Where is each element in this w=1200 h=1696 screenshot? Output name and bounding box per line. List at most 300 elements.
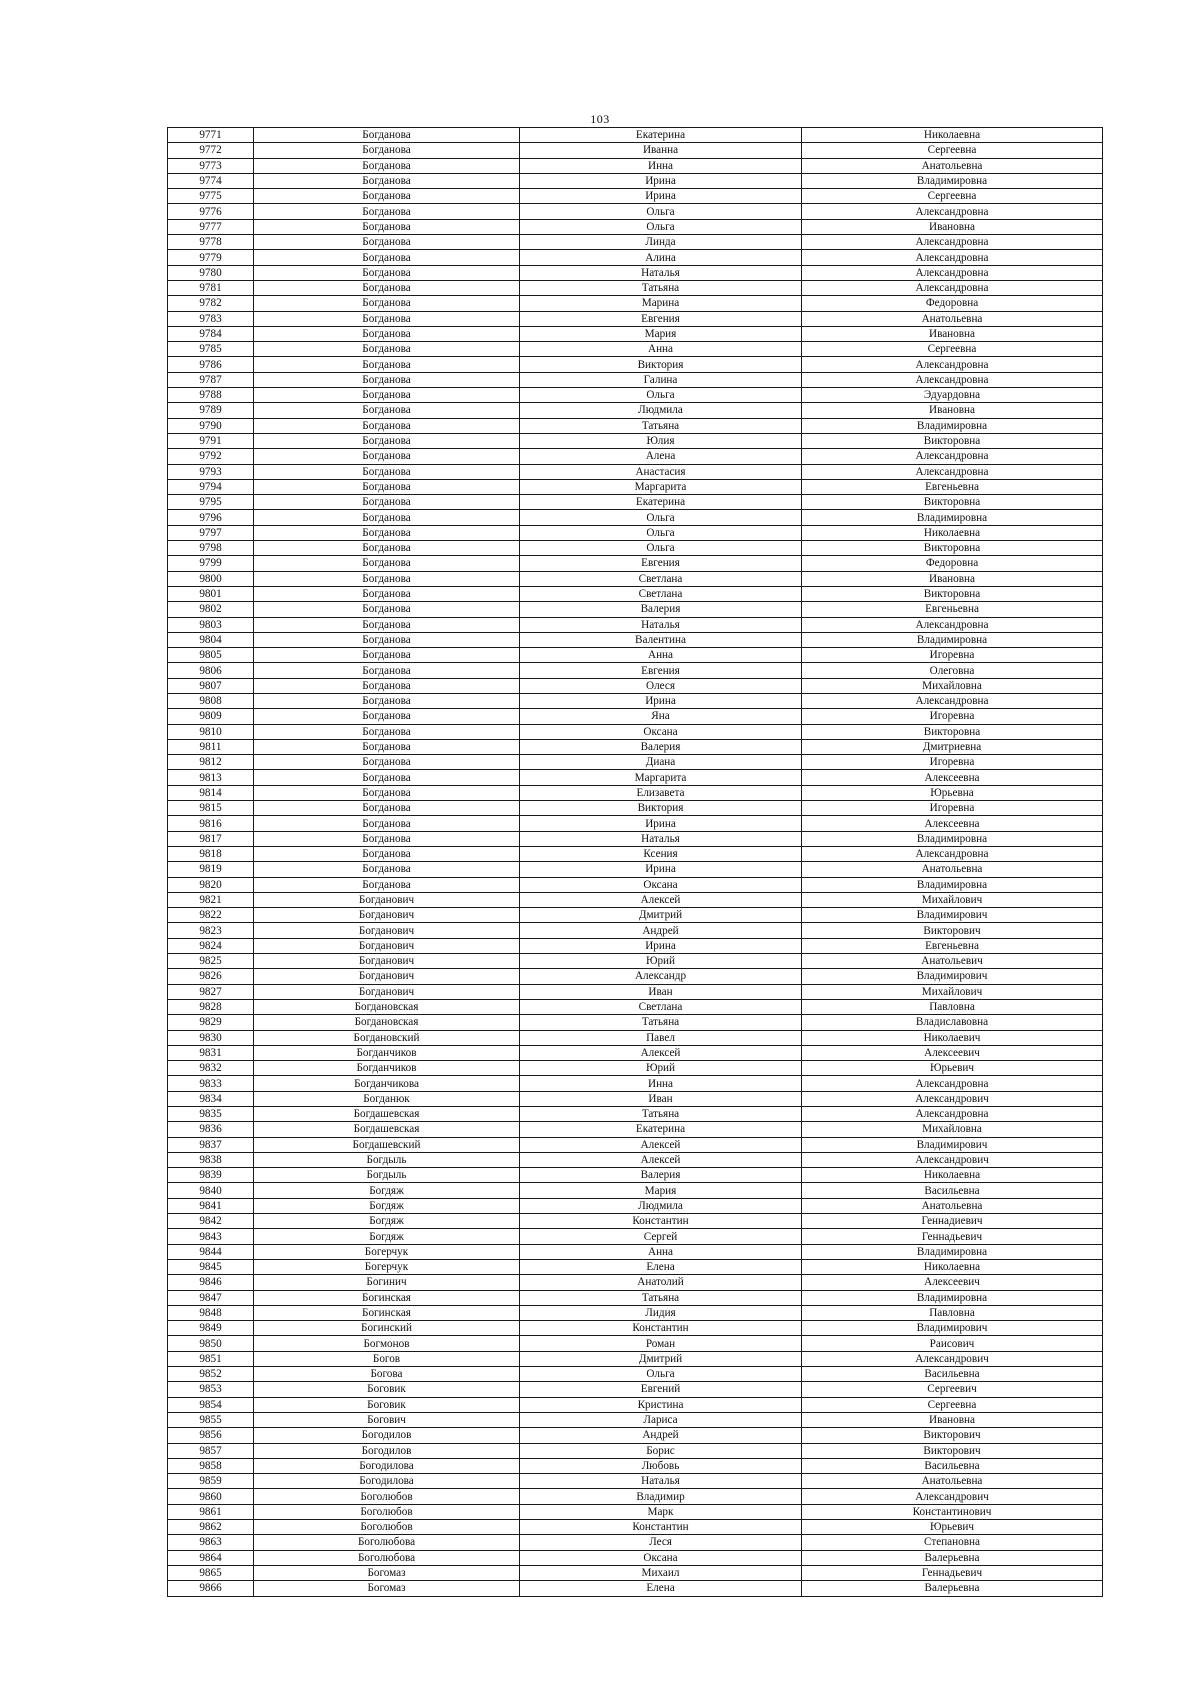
last-name-cell: Богданова [254,250,520,265]
table-row [168,265,1103,280]
last-name-cell: Богданова [254,801,520,816]
table-row [168,326,1103,341]
record-number-cell: 9855 [168,1412,254,1427]
first-name-cell: Наталья [520,1474,802,1489]
record-number-cell: 9811 [168,739,254,754]
record-number-cell: 9792 [168,449,254,464]
patronymic-cell: Дмитриевна [802,739,1103,754]
last-name-cell: Богданова [254,235,520,250]
record-number-cell: 9844 [168,1244,254,1259]
last-name-cell: Богданова [254,357,520,372]
last-name-cell: Боголюбова [254,1535,520,1550]
last-name-cell: Богданова [254,770,520,785]
record-number-cell: 9852 [168,1367,254,1382]
patronymic-cell: Константинович [802,1504,1103,1519]
patronymic-cell: Игоревна [802,755,1103,770]
patronymic-cell: Владимировна [802,418,1103,433]
table-row [168,1412,1103,1427]
register-body [168,128,1103,1597]
first-name-cell: Оксана [520,877,802,892]
first-name-cell: Роман [520,1336,802,1351]
last-name-cell: Богданова [254,617,520,632]
last-name-cell: Богданова [254,739,520,754]
patronymic-cell: Игоревна [802,801,1103,816]
table-row [168,648,1103,663]
patronymic-cell: Александровна [802,265,1103,280]
table-row [168,1122,1103,1137]
patronymic-cell: Валерьевна [802,1581,1103,1596]
table-row [168,984,1103,999]
table-row [168,219,1103,234]
table-row [168,250,1103,265]
last-name-cell: Богова [254,1367,520,1382]
record-number-cell: 9803 [168,617,254,632]
record-number-cell: 9823 [168,923,254,938]
first-name-cell: Ирина [520,816,802,831]
table-row [168,189,1103,204]
record-number-cell: 9831 [168,1045,254,1060]
record-number-cell: 9786 [168,357,254,372]
patronymic-cell: Сергеевна [802,342,1103,357]
record-number-cell: 9829 [168,1015,254,1030]
patronymic-cell: Александрович [802,1152,1103,1167]
record-number-cell: 9851 [168,1351,254,1366]
last-name-cell: Богданова [254,648,520,663]
record-number-cell: 9824 [168,938,254,953]
record-number-cell: 9798 [168,541,254,556]
first-name-cell: Ирина [520,189,802,204]
first-name-cell: Людмила [520,403,802,418]
patronymic-cell: Геннадиевич [802,1214,1103,1229]
patronymic-cell: Александровна [802,449,1103,464]
record-number-cell: 9797 [168,525,254,540]
patronymic-cell: Эдуардовна [802,388,1103,403]
last-name-cell: Богомаз [254,1581,520,1596]
last-name-cell: Боголюбов [254,1520,520,1535]
record-number-cell: 9833 [168,1076,254,1091]
table-row [168,1290,1103,1305]
last-name-cell: Богданова [254,403,520,418]
record-number-cell: 9780 [168,265,254,280]
last-name-cell: Богерчук [254,1259,520,1274]
record-number-cell: 9863 [168,1535,254,1550]
record-number-cell: 9804 [168,632,254,647]
table-row [168,296,1103,311]
record-number-cell: 9841 [168,1198,254,1213]
patronymic-cell: Валерьевна [802,1550,1103,1565]
patronymic-cell: Евгеньевна [802,602,1103,617]
patronymic-cell: Владимировна [802,877,1103,892]
first-name-cell: Валерия [520,602,802,617]
record-number-cell: 9848 [168,1305,254,1320]
table-row [168,908,1103,923]
patronymic-cell: Николаевна [802,1259,1103,1274]
last-name-cell: Богданович [254,938,520,953]
patronymic-cell: Владимировна [802,1244,1103,1259]
table-row [168,1336,1103,1351]
last-name-cell: Богданова [254,128,520,143]
record-number-cell: 9843 [168,1229,254,1244]
first-name-cell: Лариса [520,1412,802,1427]
first-name-cell: Алексей [520,1152,802,1167]
first-name-cell: Борис [520,1443,802,1458]
last-name-cell: Боговик [254,1382,520,1397]
last-name-cell: Боголюбов [254,1489,520,1504]
first-name-cell: Оксана [520,724,802,739]
first-name-cell: Ольга [520,541,802,556]
patronymic-cell: Владиславовна [802,1015,1103,1030]
last-name-cell: Богданова [254,541,520,556]
first-name-cell: Татьяна [520,280,802,295]
table-row [168,449,1103,464]
first-name-cell: Елена [520,1581,802,1596]
last-name-cell: Богданович [254,923,520,938]
patronymic-cell: Ивановна [802,326,1103,341]
table-row [168,388,1103,403]
record-number-cell: 9789 [168,403,254,418]
patronymic-cell: Владимирович [802,1137,1103,1152]
last-name-cell: Богданова [254,204,520,219]
record-number-cell: 9774 [168,173,254,188]
table-row [168,755,1103,770]
patronymic-cell: Раисович [802,1336,1103,1351]
first-name-cell: Любовь [520,1458,802,1473]
last-name-cell: Богмонов [254,1336,520,1351]
table-row [168,1458,1103,1473]
patronymic-cell: Михайловна [802,1122,1103,1137]
first-name-cell: Дмитрий [520,1351,802,1366]
patronymic-cell: Владимировна [802,1290,1103,1305]
first-name-cell: Валерия [520,1168,802,1183]
table-row [168,464,1103,479]
page-number: 103 [590,112,610,126]
patronymic-cell: Александровна [802,235,1103,250]
table-row [168,280,1103,295]
table-row [168,479,1103,494]
record-number-cell: 9856 [168,1428,254,1443]
record-number-cell: 9793 [168,464,254,479]
table-row [168,433,1103,448]
patronymic-cell: Юрьевна [802,785,1103,800]
record-number-cell: 9846 [168,1275,254,1290]
patronymic-cell: Юрьевич [802,1520,1103,1535]
record-number-cell: 9835 [168,1107,254,1122]
last-name-cell: Богданова [254,663,520,678]
table-row [168,1030,1103,1045]
table-row [168,204,1103,219]
patronymic-cell: Федоровна [802,556,1103,571]
patronymic-cell: Владимирович [802,1321,1103,1336]
table-row [168,571,1103,586]
first-name-cell: Юлия [520,433,802,448]
first-name-cell: Екатерина [520,1122,802,1137]
table-row [168,1168,1103,1183]
record-number-cell: 9781 [168,280,254,295]
patronymic-cell: Александровна [802,464,1103,479]
first-name-cell: Ольга [520,510,802,525]
patronymic-cell: Ивановна [802,571,1103,586]
record-number-cell: 9815 [168,801,254,816]
last-name-cell: Богданова [254,342,520,357]
last-name-cell: Богданова [254,709,520,724]
last-name-cell: Богинская [254,1305,520,1320]
last-name-cell: Богданова [254,449,520,464]
patronymic-cell: Алексеевна [802,816,1103,831]
record-number-cell: 9817 [168,831,254,846]
last-name-cell: Богинич [254,1275,520,1290]
record-number-cell: 9865 [168,1565,254,1580]
table-row [168,541,1103,556]
record-number-cell: 9802 [168,602,254,617]
first-name-cell: Анна [520,342,802,357]
table-row [168,1198,1103,1213]
patronymic-cell: Евгеньевна [802,938,1103,953]
record-number-cell: 9866 [168,1581,254,1596]
patronymic-cell: Александрович [802,1489,1103,1504]
patronymic-cell: Васильевна [802,1458,1103,1473]
patronymic-cell: Александровна [802,372,1103,387]
table-row [168,862,1103,877]
record-number-cell: 9820 [168,877,254,892]
record-number-cell: 9776 [168,204,254,219]
record-number-cell: 9836 [168,1122,254,1137]
patronymic-cell: Сергеевна [802,1397,1103,1412]
table-row [168,525,1103,540]
first-name-cell: Алина [520,250,802,265]
patronymic-cell: Владимирович [802,908,1103,923]
last-name-cell: Богданова [254,632,520,647]
record-number-cell: 9810 [168,724,254,739]
last-name-cell: Богданова [254,693,520,708]
table-row [168,1565,1103,1580]
last-name-cell: Богданова [254,831,520,846]
record-number-cell: 9859 [168,1474,254,1489]
table-row [168,1061,1103,1076]
patronymic-cell: Викторовна [802,586,1103,601]
record-number-cell: 9799 [168,556,254,571]
table-row [168,938,1103,953]
table-row [168,724,1103,739]
table-row [168,495,1103,510]
first-name-cell: Наталья [520,617,802,632]
first-name-cell: Ольга [520,204,802,219]
patronymic-cell: Алексеевич [802,1275,1103,1290]
table-row [168,831,1103,846]
first-name-cell: Константин [520,1321,802,1336]
record-number-cell: 9850 [168,1336,254,1351]
patronymic-cell: Анатольевна [802,862,1103,877]
patronymic-cell: Викторович [802,1443,1103,1458]
last-name-cell: Богданова [254,433,520,448]
table-row [168,556,1103,571]
last-name-cell: Богданчиков [254,1061,520,1076]
last-name-cell: Богдяж [254,1183,520,1198]
table-row [168,954,1103,969]
table-row [168,1183,1103,1198]
patronymic-cell: Ивановна [802,1412,1103,1427]
first-name-cell: Леся [520,1535,802,1550]
table-row [168,785,1103,800]
record-number-cell: 9854 [168,1397,254,1412]
table-row [168,709,1103,724]
first-name-cell: Кристина [520,1397,802,1412]
last-name-cell: Богданчиков [254,1045,520,1060]
first-name-cell: Евгений [520,1382,802,1397]
table-row [168,158,1103,173]
last-name-cell: Богдановская [254,999,520,1014]
last-name-cell: Богданова [254,495,520,510]
table-row [168,1351,1103,1366]
record-number-cell: 9778 [168,235,254,250]
last-name-cell: Богданова [254,158,520,173]
first-name-cell: Елена [520,1259,802,1274]
first-name-cell: Марина [520,296,802,311]
table-row [168,1015,1103,1030]
table-row [168,739,1103,754]
first-name-cell: Ольга [520,525,802,540]
table-row [168,969,1103,984]
patronymic-cell: Геннадьевич [802,1229,1103,1244]
patronymic-cell: Николаевна [802,525,1103,540]
record-number-cell: 9790 [168,418,254,433]
record-number-cell: 9839 [168,1168,254,1183]
table-row [168,143,1103,158]
record-number-cell: 9795 [168,495,254,510]
table-row [168,923,1103,938]
table-row [168,816,1103,831]
record-number-cell: 9826 [168,969,254,984]
last-name-cell: Богданова [254,265,520,280]
table-row [168,1275,1103,1290]
patronymic-cell: Юрьевич [802,1061,1103,1076]
record-number-cell: 9838 [168,1152,254,1167]
record-number-cell: 9813 [168,770,254,785]
first-name-cell: Иванна [520,143,802,158]
last-name-cell: Богодилова [254,1474,520,1489]
table-row [168,693,1103,708]
last-name-cell: Богданова [254,388,520,403]
record-number-cell: 9834 [168,1091,254,1106]
table-row [168,128,1103,143]
first-name-cell: Владимир [520,1489,802,1504]
table-row [168,1504,1103,1519]
table-row [168,1214,1103,1229]
patronymic-cell: Анатольевна [802,311,1103,326]
last-name-cell: Богодилова [254,1458,520,1473]
first-name-cell: Марк [520,1504,802,1519]
record-number-cell: 9801 [168,586,254,601]
first-name-cell: Константин [520,1214,802,1229]
record-number-cell: 9819 [168,862,254,877]
first-name-cell: Ирина [520,173,802,188]
table-row [168,1397,1103,1412]
table-row [168,678,1103,693]
table-row [168,1152,1103,1167]
patronymic-cell: Сергеевна [802,143,1103,158]
last-name-cell: Богданова [254,189,520,204]
table-row [168,999,1103,1014]
table-row [168,357,1103,372]
last-name-cell: Богданова [254,510,520,525]
patronymic-cell: Александровна [802,250,1103,265]
first-name-cell: Ольга [520,388,802,403]
table-row [168,617,1103,632]
table-row [168,892,1103,907]
record-number-cell: 9857 [168,1443,254,1458]
record-number-cell: 9796 [168,510,254,525]
last-name-cell: Боголюбова [254,1550,520,1565]
record-number-cell: 9806 [168,663,254,678]
record-number-cell: 9812 [168,755,254,770]
first-name-cell: Яна [520,709,802,724]
record-number-cell: 9821 [168,892,254,907]
first-name-cell: Лидия [520,1305,802,1320]
record-number-cell: 9794 [168,479,254,494]
last-name-cell: Богданова [254,862,520,877]
patronymic-cell: Александровна [802,846,1103,861]
first-name-cell: Светлана [520,586,802,601]
first-name-cell: Мария [520,326,802,341]
last-name-cell: Богданчикова [254,1076,520,1091]
first-name-cell: Людмила [520,1198,802,1213]
first-name-cell: Галина [520,372,802,387]
last-name-cell: Богодилов [254,1443,520,1458]
last-name-cell: Богданова [254,219,520,234]
table-row [168,586,1103,601]
table-row [168,1107,1103,1122]
last-name-cell: Богданова [254,846,520,861]
name-register-table [167,127,1103,1597]
first-name-cell: Алексей [520,892,802,907]
first-name-cell: Олеся [520,678,802,693]
patronymic-cell: Сергеевна [802,189,1103,204]
first-name-cell: Виктория [520,801,802,816]
first-name-cell: Александр [520,969,802,984]
record-number-cell: 9784 [168,326,254,341]
table-row [168,1305,1103,1320]
table-row [168,1443,1103,1458]
record-number-cell: 9840 [168,1183,254,1198]
last-name-cell: Боговик [254,1397,520,1412]
last-name-cell: Богданович [254,954,520,969]
record-number-cell: 9860 [168,1489,254,1504]
first-name-cell: Юрий [520,1061,802,1076]
table-row [168,1137,1103,1152]
table-row [168,1382,1103,1397]
table-row [168,235,1103,250]
patronymic-cell: Владимировна [802,831,1103,846]
last-name-cell: Богданова [254,877,520,892]
patronymic-cell: Анатольевна [802,1474,1103,1489]
last-name-cell: Богдыль [254,1168,520,1183]
record-number-cell: 9825 [168,954,254,969]
patronymic-cell: Анатольевна [802,158,1103,173]
table-row [168,1535,1103,1550]
record-number-cell: 9779 [168,250,254,265]
record-number-cell: 9864 [168,1550,254,1565]
first-name-cell: Андрей [520,1428,802,1443]
last-name-cell: Богданович [254,984,520,999]
patronymic-cell: Владимировна [802,632,1103,647]
patronymic-cell: Александровна [802,617,1103,632]
last-name-cell: Богинская [254,1290,520,1305]
table-row [168,1489,1103,1504]
patronymic-cell: Александровна [802,1076,1103,1091]
patronymic-cell: Павловна [802,999,1103,1014]
record-number-cell: 9805 [168,648,254,663]
patronymic-cell: Евгеньевна [802,479,1103,494]
record-number-cell: 9773 [168,158,254,173]
